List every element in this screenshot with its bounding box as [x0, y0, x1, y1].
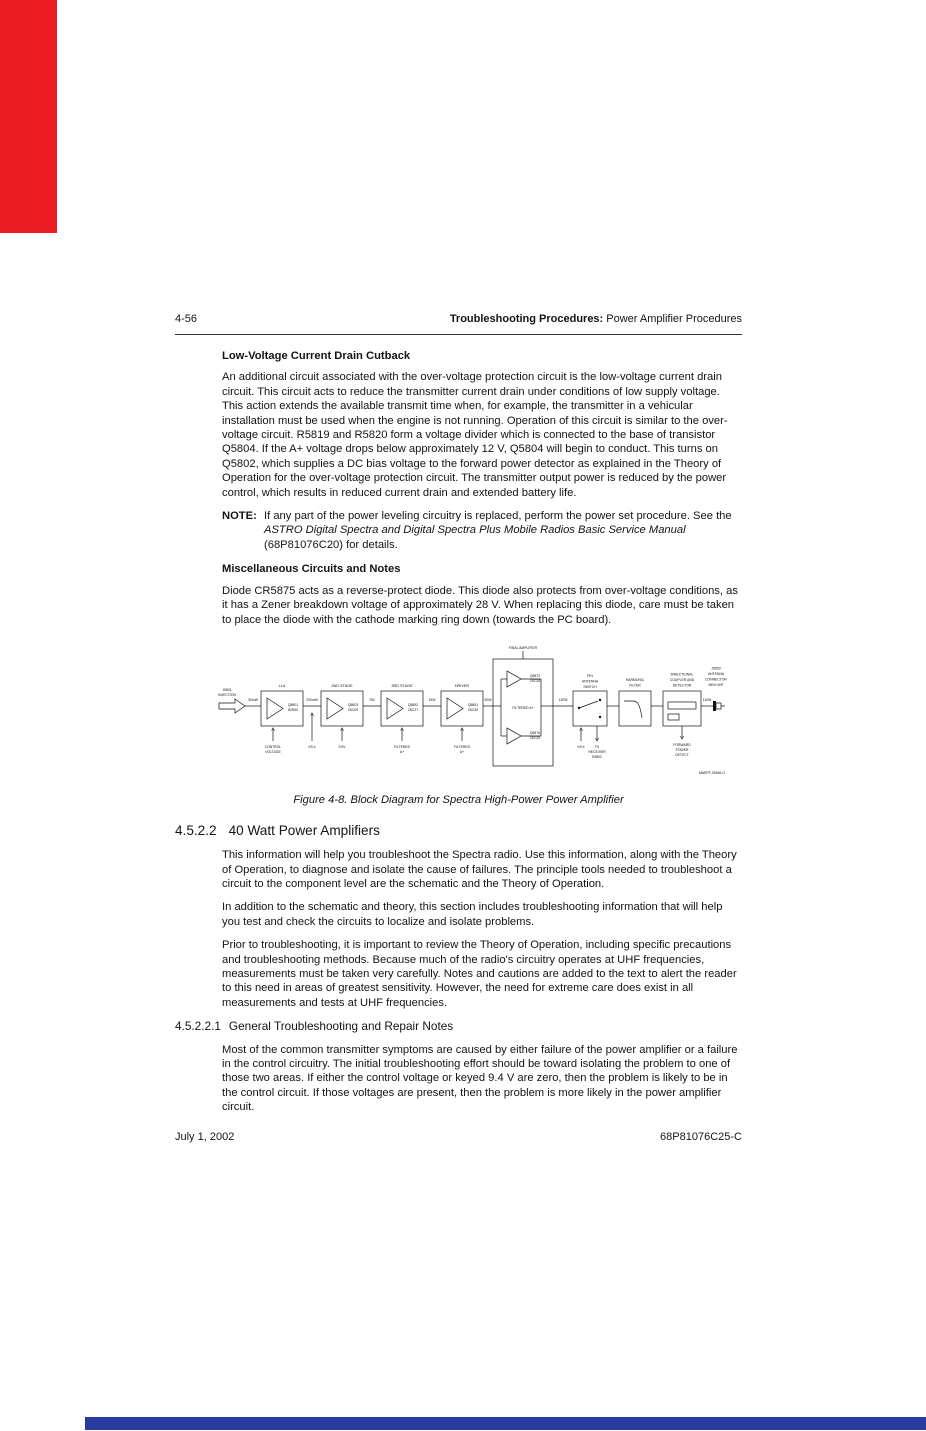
- subsection-title: General Troubleshooting and Repair Notes: [228, 1019, 454, 1034]
- to-receiver-line1: TO: [594, 744, 600, 749]
- block-diagram-svg: [215, 641, 730, 781]
- filtered-a1-line2: A+: [399, 749, 405, 754]
- red-corner-block: [0, 0, 57, 233]
- figure-code: MAEPF-25546-O: [698, 770, 725, 775]
- heading-misc: Miscellaneous Circuits and Notes: [222, 563, 401, 576]
- antenna-connector-icon: [713, 701, 716, 711]
- page-content: [175, 349, 742, 1124]
- pin-switch-label-line3: SWITCH: [583, 684, 597, 689]
- v96-label: 9.6V: [338, 744, 346, 749]
- coupler-label-line2: COUPLER AND: [669, 677, 695, 682]
- stage3-part1: Q5892: [407, 702, 419, 707]
- note-block: [222, 509, 742, 552]
- stage1-label: LLA: [278, 683, 286, 688]
- header-title-normal: Power Amplifier Procedures: [603, 313, 742, 325]
- stage2-amp-icon: [327, 698, 343, 719]
- power-2w: 2W: [369, 697, 375, 702]
- note-body: [264, 509, 742, 552]
- page-header: [175, 313, 742, 326]
- header-rule: [175, 334, 742, 335]
- final-bottom-part1: Q5876: [529, 730, 541, 735]
- forward-power-line2: POWER: [675, 747, 689, 752]
- harmonic-filter-box: [619, 691, 651, 726]
- block-diagram-figure: [215, 641, 730, 785]
- heading-general-troubleshooting: [175, 1019, 742, 1033]
- figure-caption: Figure 4-8. Block Diagram for Spectra High-Power Power Amplifier: [293, 794, 624, 807]
- section-number: 4.5.2.2: [175, 822, 217, 838]
- subsection-number: 4.5.2.2.1: [175, 1019, 221, 1034]
- stage4-part2: 2SC30: [467, 707, 479, 712]
- filtered-a2-line2: A+: [459, 749, 465, 754]
- header-title-bold: Troubleshooting Procedures:: [449, 313, 604, 325]
- paragraph-misc: Diode CR5875 acts as a reverse-protect diode. This diode also protects from over-voltage conditions, as it has a Zener breakdown voltage of approximately 28 V. When replacing this diode, care must be taken to place the diode with the cathode marking ring down (towards the PC board).: [222, 584, 738, 626]
- lowpass-curve-icon: [624, 701, 642, 718]
- paragraph-40watt-2: In addition to the schematic and theory, this section includes troubleshooting information that will help you test and check the circuits to localize and isolate problems.: [222, 901, 723, 928]
- footer-date: July 1, 2002: [175, 1131, 235, 1143]
- to-receiver-line3: E5802: [592, 754, 602, 759]
- final-amplifier-box: [493, 659, 553, 766]
- k94-label: K9.4: [308, 744, 316, 749]
- note-manual-title: ASTRO Digital Spectra and Digital Spectra Plus Mobile Radios Basic Service Manual: [264, 524, 686, 537]
- final-amp-top-icon: [507, 671, 521, 687]
- power-120w: 120W: [558, 697, 568, 702]
- note-text-before: If any part of the power leveling circuitry is replaced, perform the power set procedure. See the: [264, 510, 732, 523]
- stage2-part1: Q5803: [347, 702, 359, 707]
- stage1-part2: 82D90: [288, 707, 298, 712]
- filtered-a1-line1: FILTERED: [393, 744, 411, 749]
- stage3-label: 3RD STAGE: [391, 683, 413, 688]
- final-amp-bottom-icon: [507, 728, 521, 744]
- header-title: [450, 313, 742, 326]
- final-top-part1: Q5872: [529, 673, 541, 678]
- final-bottom-part2: 2SC25: [529, 735, 541, 740]
- stage1-amp-icon: [267, 698, 283, 719]
- paragraph-40watt-1: This information will help you troubleshoot the Spectra radio. Use this information, along with the Theory of Operation, to diagnose and isolate the cause of failures. The principle tools needed to troubleshoot a circuit to the component level are the schematic and the Theory of Operation.: [222, 849, 737, 890]
- antenna-label-line1: J5853: [711, 666, 721, 671]
- pin-switch-label-line1: PIN: [587, 673, 593, 678]
- harmonic-filter-label-line1: HARMONIC: [625, 677, 645, 682]
- coupler-label-line3: DETECTOR: [672, 683, 692, 688]
- final-amplifier-label: FINAL AMPLIFIER: [508, 645, 538, 650]
- stage4-label: DRIVER: [454, 683, 470, 688]
- stage2-label: 2ND STAGE: [331, 683, 353, 688]
- heading-40watt: [175, 824, 742, 838]
- coupler-label-line1: DIRECTIONAL: [670, 672, 694, 677]
- power-90w: 90W: [484, 697, 492, 702]
- injection-label-line1: J5801: [222, 687, 232, 692]
- stage4-part1: Q5851: [467, 702, 479, 707]
- stage1-part1: Q5801: [287, 702, 299, 707]
- injection-label-line2: INJECTION: [218, 692, 236, 697]
- input-arrow: [219, 699, 245, 713]
- filtered-a2-line1: FILTERED: [453, 744, 471, 749]
- note-text-after: (68P81076C20) for details.: [264, 538, 398, 551]
- paragraph-40watt-3: Prior to troubleshooting, it is important to review the Theory of Operation, including specific precautions and troubleshooting methods. Because much of the radio's circuitry operates at UHF frequencies, measurements must be taken very carefully. Notes and cautions are added to the text to alert the reader to this need in areas of greatest sensitivity. However, the need for extreme care does exist in all measurements and tests at UHF frequencies.: [222, 939, 737, 1009]
- antenna-label-line3: CONNECTOR: [705, 677, 727, 682]
- forward-power-line1: FORWARD: [673, 742, 691, 747]
- harmonic-filter-label-line2: FILTER: [629, 683, 641, 688]
- coupler-box: [663, 691, 701, 726]
- final-mid-label: FILTERED A+: [512, 705, 534, 710]
- control-voltage-line1: CONTROL: [264, 744, 282, 749]
- to-receiver-line2: RECEIVER: [588, 749, 606, 754]
- final-top-part2: 2SC25: [529, 678, 541, 683]
- heading-low-voltage: Low-Voltage Current Drain Cutback: [222, 350, 411, 362]
- stage4-amp-icon: [447, 698, 463, 719]
- antenna-label-line2: ANTENNA: [707, 671, 725, 676]
- power-110w: 110W: [702, 697, 712, 702]
- power-15w: 15W: [428, 697, 436, 702]
- page-number: 4-56: [175, 313, 198, 325]
- paragraph-general-troubleshooting: Most of the common transmitter symptoms are caused by either failure of the power amplifier or a failure in the control circuitry. The initial troubleshooting effort should be toward isolating the problem to one of those two areas. If either the control voltage or keyed 9.4 V are zero, then the problem is likely to be in the control circuit. If those voltages are present, then the problem is more likely in the power amplifier circuit.: [222, 1043, 738, 1114]
- section-title: 40 Watt Power Amplifiers: [228, 822, 380, 838]
- stage3-part2: 2SC27: [407, 707, 419, 712]
- power-230mw: 230mW: [306, 697, 318, 702]
- control-voltage-line2: VOLTAGE: [265, 749, 281, 754]
- forward-power-line3: DETECT: [675, 752, 689, 757]
- footer-doc-number: 68P81076C25-C: [660, 1131, 742, 1143]
- stage2-part2: 2SC09: [347, 707, 359, 712]
- note-label: NOTE:: [222, 510, 257, 523]
- power-30mw: 30mW: [248, 697, 258, 702]
- antenna-label-line4: MINI UHF: [708, 682, 724, 687]
- pin-k94-label: K9.4: [577, 744, 585, 749]
- paragraph-low-voltage: An additional circuit associated with the over-voltage protection circuit is the low-voltage current drain circuit. This circuit acts to reduce the transmitter current drain under conditions of low supply voltage. This action extends the available transmit time when, for example, the transmitter in a vehicular installation must be used when the engine is not running. Operation of this circuit is similar to the over-voltage circuit. R5819 and R5820 form a voltage divider which is connected to the base of transistor Q5804. If the A+ voltage drops below approximately 12 V, Q5804 will begin to conduct. This turns on Q5802, which supplies a DC bias voltage to the forward power detector as explained in the Theory of Operation for the over-voltage protection circuit. The transmitter output power is reduced by the power control, which results in reduced current drain and extended battery life.: [222, 371, 728, 499]
- stage3-amp-icon: [387, 698, 403, 719]
- page-footer: [175, 1131, 742, 1143]
- bottom-blue-bar: [85, 1417, 926, 1430]
- pin-switch-label-line2: ANTENNA: [581, 679, 599, 684]
